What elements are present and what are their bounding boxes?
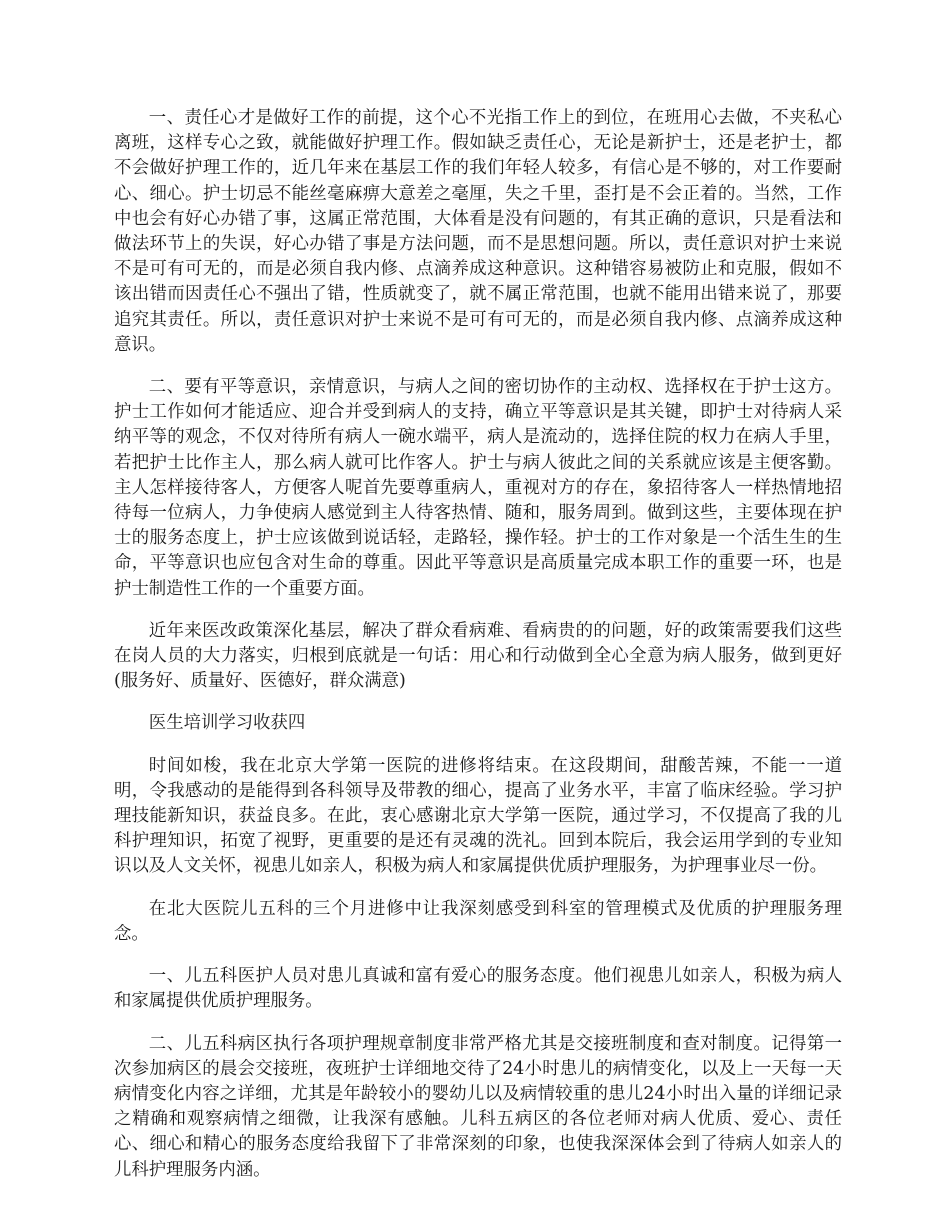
document-body (114, 106, 842, 1200)
paragraph-equality: 二、要有平等意识，亲情意识，与病人之间的密切协作的主动权、选择权在于护士这方。护士工作如何才能适应、迎合并受到病人的支持，确立平等意识是其关键，即护士对待病人采纳平等的观念，不仅对待所有病人一碗水端平，病人是流动的，选择住院的权力在病人手里，若把护士比作主人，那么病人就可比作客人。护士与病人彼此之间的关系就应该是主便客勤。主人怎样接待客人，方便客人呢首先要尊重病人，重视对方的存在，象招待客人一样热情地招待每一位病人，力争使病人感觉到主人待客热情、随和，服务周到。做到这些，主要体现在护士的服务态度上，护士应该做到说话轻，走路轻，操作轻。护士的工作对象是一个活生生的生命，平等意识也应包含对生命的尊重。因此平等意识是高质量完成本职工作的重要一环，也是护士制造性工作的一个重要方面。 (114, 377, 842, 599)
section-title: 医生培训学习收获四 (148, 713, 306, 734)
paragraph-healthcare-reform: 近年来医改政策深化基层，解决了群众看病难、看病贵的的问题，好的政策需要我们这些在岗人员的大力落实，归根到底就是一句话：用心和行动做到全心全意为病人服务，做到更好(服务好、质量好、医德好，群众满意) (114, 620, 842, 692)
paragraph-training-summary: 时间如梭，我在北京大学第一医院的进修将结束。在这段期间，甜酸苦辣，不能一一道明，令我感动的是能得到各科领导及带教的细心，提高了业务水平，丰富了临床经验。学习护理技能新知识，获益良多。在此，衷心感谢北京大学第一医院，通过学习，不仅提高了我的儿科护理知识，拓宽了视野，更重要的是还有灵魂的洗礼。回到本院后，我会运用学到的专业知识以及人文关怀，视患儿如亲人，积极为病人和家属提供优质护理服务，为护理事业尽一份。 (114, 755, 842, 877)
paragraph-responsibility: 一、责任心才是做好工作的前提，这个心不光指工作上的到位，在班用心去做，不夹私心离班，这样专心之致，就能做好护理工作。假如缺乏责任心，无论是新护士，还是老护士，都不会做好护理工作的，近几年来在基层工作的我们年轻人较多，有信心是不够的，对工作要耐心、细心。护士切忌不能丝毫麻痹大意差之毫厘，失之千里，歪打是不会正着的。当然，工作中也会有好心办错了事，这属正常范围，大体看是没有问题的，有其正确的意识，只是看法和做法环节上的失误，好心办错了事是方法问题，而不是思想问题。所以，责任意识对护士来说不是可有可无的，而是必须自我内修、点滴养成这种意识。这种错容易被防止和克服，假如不该出错而因责任心不强出了错，性质就变了，就不属正常范围，也就不能用出错来说了，那要追究其责任。所以，责任意识对护士来说不是可有可无的，而是必须自我内修、点滴养成这种意识。 (114, 108, 842, 355)
paragraph-service-attitude: 一、儿五科医护人员对患儿真诚和富有爱心的服务态度。他们视患儿如亲人，积极为病人和家属提供优质护理服务。 (114, 966, 842, 1012)
paragraph-department-impression: 在北大医院儿五科的三个月进修中让我深刻感受到科室的管理模式及优质的护理服务理念。 (114, 898, 842, 944)
paragraph-handover-rules: 二、儿五科病区执行各项护理规章制度非常严格尤其是交接班制度和查对制度。记得第一次参加病区的晨会交接班，夜班护士详细地交待了24小时患儿的病情变化，以及上一天每一天病情变化内容之详细，尤其是年龄较小的婴幼儿以及病情较重的患儿24小时出入量的详细记录之精确和观察病情之细微，让我深有感触。儿科五病区的各位老师对病人优质、爱心、责任心、细心和精心的服务态度给我留下了非常深刻的印象，也使我深深体会到了待病人如亲人的儿科护理服务内涵。 (114, 1033, 842, 1180)
